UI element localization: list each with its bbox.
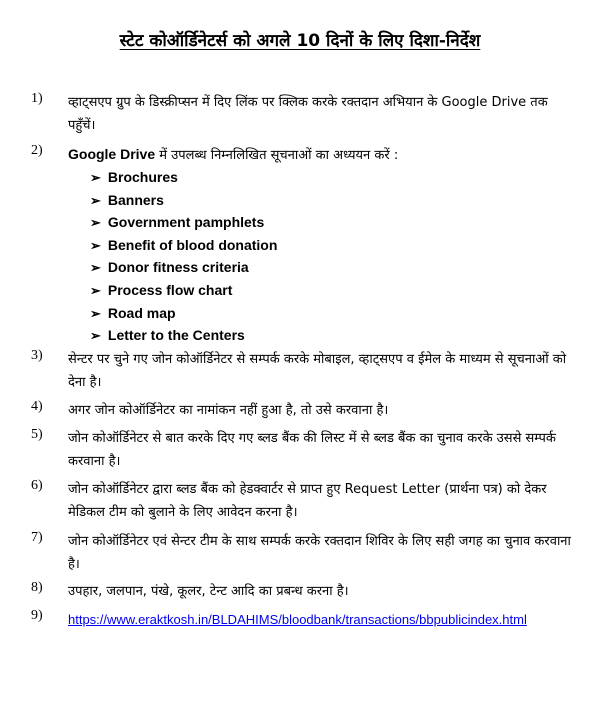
- item-text: जोन कोऑर्डिनेटर से बात करके दिए गए ब्लड बैंक की लिस्ट में से ब्लड बैंक का चुनाव करके उससे सम्पर्क करवाना है।: [68, 431, 556, 469]
- arrow-bullet-icon: ➢: [90, 282, 101, 298]
- arrow-bullet-icon: ➢: [90, 170, 101, 185]
- item-text: सेन्टर पर चुने गए जोन कोऑर्डिनेटर से सम्पर्क करके मोबाइल, व्हाट्सएप व ईमेल के माध्यम से सूचनाओं को देना है।: [68, 352, 567, 390]
- resource-list: [90, 166, 277, 347]
- item-number: 2): [31, 143, 43, 158]
- arrow-bullet-icon: ➢: [90, 237, 101, 253]
- list-item: ➢ Process flow chart: [90, 279, 277, 302]
- item-text: उपहार, जलपान, पंखे, कूलर, टेन्ट आदि का प्रबन्ध करना है।: [68, 584, 349, 599]
- item-number: 5): [31, 427, 43, 442]
- list-item: ➢ Letter to the Centers: [90, 324, 277, 347]
- item-text: [68, 608, 578, 632]
- item-number: 8): [31, 580, 43, 595]
- item-number: 4): [31, 399, 43, 414]
- eraktkosh-link[interactable]: https://www.eraktkosh.in/BLDAHIMS/bloodbank/transactions/bbpublicindex.html: [68, 612, 527, 627]
- list-item: ➢ Government pamphlets: [90, 211, 277, 234]
- item-number: 9): [31, 608, 43, 623]
- item-number: 7): [31, 530, 43, 545]
- arrow-bullet-icon: ➢: [90, 192, 101, 208]
- item-text: व्हाट्सएप ग्रुप के डिस्क्रीप्सन में दिए लिंक पर क्लिक करके रक्तदान अभियान के Google Drive तक पहुँचें।: [68, 95, 548, 133]
- document-title: स्टेट कोऑर्डिनेटर्स को अगले 10 दिनों के लिए दिशा-निर्देश: [119, 31, 481, 51]
- item-number: 3): [31, 348, 43, 363]
- arrow-bullet-icon: ➢: [90, 305, 101, 321]
- item-number: 6): [31, 478, 43, 493]
- list-item: ➢ Donor fitness criteria: [90, 256, 277, 279]
- list-item: ➢ Banners: [90, 189, 277, 212]
- arrow-bullet-icon: ➢: [90, 260, 101, 276]
- item-number: 1): [31, 91, 43, 106]
- item-text: Google Drive में उपलब्ध निम्नलिखित सूचनाओं का अध्ययन करें :: [68, 146, 399, 163]
- list-item: ➢ Road map: [90, 302, 277, 325]
- arrow-bullet-icon: ➢: [90, 328, 101, 344]
- item-text: जोन कोऑर्डिनेटर द्वारा ब्लड बैंक को हेडक्वार्टर से प्राप्त हुए Request Letter (प्रार्थना पत्र) को देकर मेडिकल टीम को बुलाने के लिए आवेदन करना है।: [68, 482, 547, 520]
- list-item: ➢ Brochures: [90, 166, 277, 189]
- list-item: ➢ Benefit of blood donation: [90, 234, 277, 257]
- item-text: जोन कोऑर्डिनेटर एवं सेन्टर टीम के साथ सम्पर्क करके रक्तदान शिविर के लिए सही जगह का चुनाव करवाना है।: [68, 534, 571, 572]
- item-text: अगर जोन कोऑर्डिनेटर का नामांकन नहीं हुआ है, तो उसे करवाना है।: [68, 403, 389, 418]
- arrow-bullet-icon: ➢: [90, 215, 101, 231]
